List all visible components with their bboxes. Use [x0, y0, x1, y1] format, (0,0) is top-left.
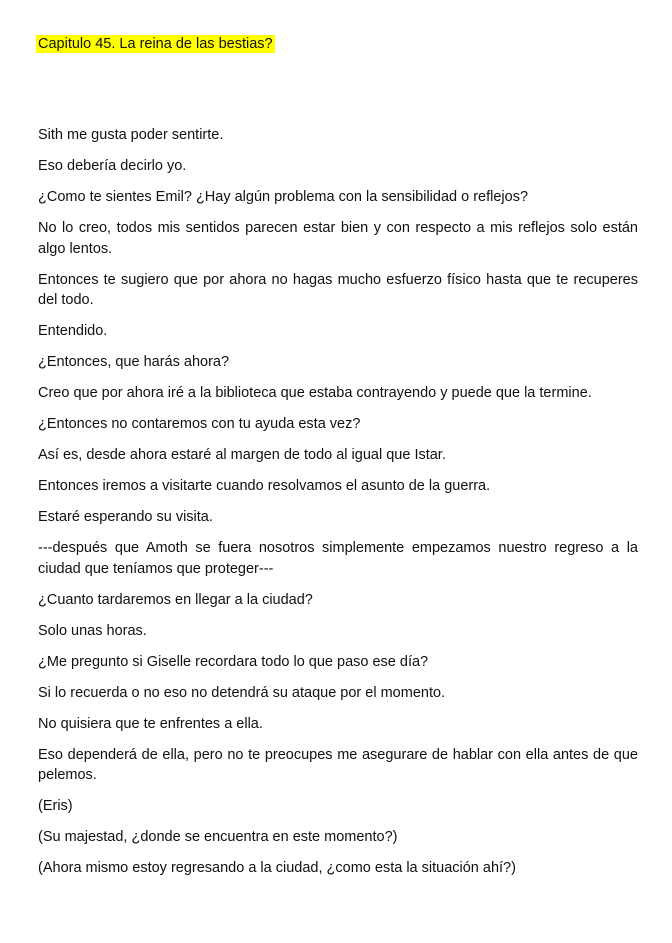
paragraph: Si lo recuerda o no eso no detendrá su ataque por el momento.: [38, 684, 446, 701]
paragraph: Sith me gusta poder sentirte.: [38, 127, 224, 143]
paragraph: Estaré esperando su visita.: [38, 509, 213, 525]
paragraph: ¿Me pregunto si Giselle recordara todo lo que paso ese día?: [38, 653, 429, 670]
paragraph: ¿Entonces no contaremos con tu ayuda esta vez?: [38, 416, 361, 432]
paragraph: Eso dependerá de ella, pero no te preocupes me asegurare de hablar con ella antes de que pelemos.: [38, 746, 638, 783]
paragraph: No quisiera que te enfrentes a ella.: [38, 715, 263, 732]
paragraph: Eso debería decirlo yo.: [38, 158, 187, 174]
paragraph: No lo creo, todos mis sentidos parecen estar bien y con respecto a mis reflejos solo están algo lentos.: [38, 220, 638, 257]
paragraph: Creo que por ahora iré a la biblioteca que estaba contrayendo y puede que la termine.: [38, 385, 592, 401]
paragraph: Solo unas horas.: [38, 622, 147, 639]
paragraph: (Ahora mismo estoy regresando a la ciudad, ¿como esta la situación ahí?): [38, 860, 516, 876]
document-body: [38, 125, 638, 889]
paragraph: Así es, desde ahora estaré al margen de todo al igual que Istar.: [38, 447, 446, 463]
paragraph: Entonces iremos a visitarte cuando resolvamos el asunto de la guerra.: [38, 478, 491, 494]
chapter-title: Capitulo 45. La reina de las bestias?: [38, 36, 273, 52]
paragraph: ¿Como te sientes Emil? ¿Hay algún problema con la sensibilidad o reflejos?: [38, 189, 529, 205]
paragraph: Entendido.: [38, 323, 108, 339]
paragraph: (Su majestad, ¿donde se encuentra en este momento?): [38, 829, 398, 845]
paragraph: (Eris): [38, 798, 73, 814]
paragraph: ¿Entonces, que harás ahora?: [38, 354, 230, 370]
paragraph: Entonces te sugiero que por ahora no hagas mucho esfuerzo físico hasta que te recuperes del todo.: [38, 271, 638, 308]
paragraph: ¿Cuanto tardaremos en llegar a la ciudad?: [38, 591, 313, 608]
paragraph: ---después que Amoth se fuera nosotros simplemente empezamos nuestro regreso a la ciudad que teníamos que proteger---: [38, 540, 638, 577]
